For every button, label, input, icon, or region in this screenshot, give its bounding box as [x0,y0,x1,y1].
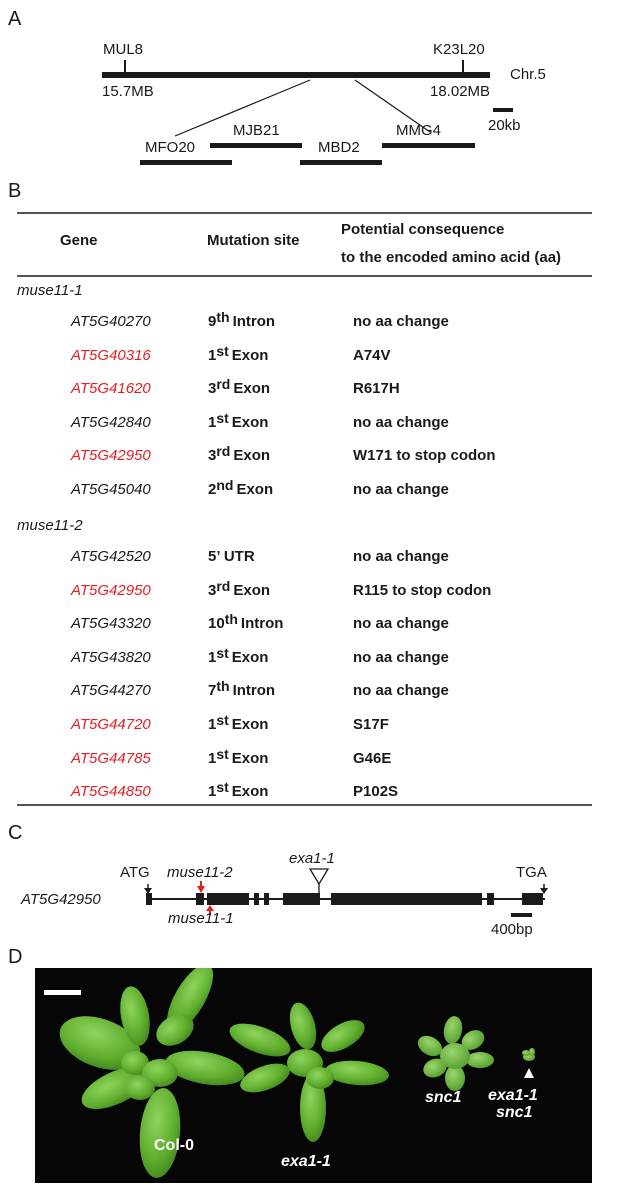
gene-id: AT5G45040 [71,481,151,498]
gene-id: AT5G40270 [71,313,151,330]
group-label: muse11-2 [17,517,83,534]
mutation-site [208,376,271,398]
gene-id: AT5G44720 [71,716,151,733]
mutation-site [208,611,284,633]
panel-letter-d: D [8,946,23,968]
mutation-site-region: Intron [232,682,276,700]
position-k23l20: 18.02MB [430,83,491,100]
mutation-site-ordinal: rd [216,443,231,460]
mutation-site-ordinal: st [216,644,229,661]
mutation-site [208,644,269,666]
mutation-site-number: 1 [208,346,217,364]
mutation-site [208,712,269,733]
gene-id: AT5G44850 [71,783,151,801]
mutation-site-number: 9 [208,313,217,330]
aa-consequence: no aa change [353,682,449,700]
gene-id: AT5G42950 [71,581,151,599]
scale-bar-photo [44,990,81,995]
label-snc1: snc1 [425,1089,462,1106]
plant-photo [35,968,592,1183]
aa-consequence: no aa change [353,481,449,498]
mutation-site-ordinal: rd [216,376,231,393]
marker-mul8: MUL8 [103,41,144,58]
chromosome-label: Chr.5 [510,66,546,83]
gene-id: AT5G41620 [71,380,151,398]
mutation-site-ordinal: st [216,712,229,728]
mutation-site-region: Exon [236,481,274,498]
clone-label-mmg4: MMG4 [396,122,441,139]
mutation-site-number: 1 [208,648,217,666]
mutation-site-region: 5’ UTR [208,548,255,565]
mutation-site-region: Exon [231,716,269,733]
aa-consequence: W171 to stop codon [353,447,496,465]
mutation-site-region: Intron [240,615,284,633]
mutation-site-region: Exon [233,581,271,599]
group-label: muse11-1 [17,282,83,299]
mutation-site-number: 7 [208,682,217,700]
aa-consequence: R617H [353,380,400,398]
gene-id: AT5G44785 [71,749,151,767]
muse11-1-label: muse11-1 [168,910,234,927]
gene-id: AT5G42520 [71,548,151,565]
mutation-site-ordinal: st [216,779,229,796]
mutation-site-region: Exon [231,346,269,364]
aa-consequence: A74V [353,346,391,364]
mutation-site [208,779,269,801]
aa-consequence: no aa change [353,548,449,565]
mutation-site-region: Intron [232,313,276,330]
mutation-site [208,548,255,565]
gene-id: AT5G40316 [71,346,151,364]
mutation-site [208,577,271,599]
aa-consequence: no aa change [353,313,449,330]
aa-consequence: P102S [353,783,399,801]
aa-consequence: G46E [353,749,392,767]
panel-letter-c: C [8,822,23,844]
mutation-site-number: 2 [208,481,217,498]
gene-id: AT5G43820 [71,648,151,666]
header-mutation-site: Mutation site [207,232,300,249]
panel-letter-a: A [8,8,22,30]
mutation-site [208,477,274,498]
scale-label-400bp: 400bp [491,921,533,938]
aa-consequence: S17F [353,716,389,733]
mutation-site-number: 1 [208,749,217,767]
gene-id: AT5G42840 [71,413,151,431]
mutation-site-ordinal: th [216,678,230,695]
mutation-site-region: Exon [233,380,271,398]
gene-id: AT5G44270 [71,682,151,700]
clone-label-mjb21: MJB21 [233,122,280,139]
mutation-site [208,409,269,431]
mutation-site-ordinal: st [216,745,229,762]
mutation-site-number: 1 [208,716,217,733]
mutation-site-number: 3 [208,380,217,398]
scale-label-20kb: 20kb [488,117,521,134]
mutation-site-number: 1 [208,413,217,431]
label-col-0: Col-0 [154,1137,194,1154]
mutation-site-number: 1 [208,783,217,801]
mutation-site-ordinal: st [216,342,229,359]
aa-consequence: no aa change [353,413,449,431]
mutation-site-ordinal: rd [216,577,231,594]
gene-id: AT5G42950 [71,447,151,465]
position-mul8: 15.7MB [102,83,154,100]
label-exa1-1: exa1-1 [281,1153,331,1170]
gene-model-name: AT5G42950 [21,891,101,908]
start-codon-label: ATG [120,864,150,881]
mutation-site-region: Exon [231,648,269,666]
mutation-site-ordinal: th [224,611,238,628]
mutation-site-ordinal: st [216,409,229,426]
exa1-insertion-triangle [310,869,328,884]
mutation-site [208,443,271,465]
header-consequence-1: Potential consequence [341,221,505,238]
panel-letter-b: B [8,180,22,202]
header-gene: Gene [60,232,98,249]
mutation-site-region: Exon [231,749,269,767]
exa1-1-label: exa1-1 [289,850,335,867]
aa-consequence: R115 to stop codon [353,581,492,599]
mutation-site-ordinal: th [216,309,230,325]
mutation-site [208,309,276,330]
mutation-site [208,745,269,767]
aa-consequence: no aa change [353,615,449,633]
aa-consequence: no aa change [353,648,449,666]
label-double-line1: exa1-1 [488,1087,538,1104]
scale-bar-400bp [511,913,532,917]
mutation-site-region: Exon [231,413,269,431]
mutation-site-ordinal: nd [216,477,234,493]
clone-label-mbd2: MBD2 [318,139,360,156]
muse11-2-label: muse11-2 [167,864,233,881]
header-consequence-2: to the encoded amino acid (aa) [341,249,562,266]
label-double-line2: snc1 [496,1104,533,1121]
mutation-site-number: 3 [208,447,217,465]
mutation-site-region: Exon [233,447,271,465]
stop-codon-label: TGA [516,864,547,881]
mutation-site-number: 10 [208,615,225,633]
mutation-site [208,678,276,700]
mutation-site-number: 3 [208,581,217,599]
gene-id: AT5G43320 [71,615,151,633]
clone-label-mfo20: MFO20 [145,139,196,156]
marker-k23l20: K23L20 [433,41,485,58]
gene-model [0,820,617,960]
mutation-site-region: Exon [231,783,269,801]
mutation-site [208,342,269,364]
